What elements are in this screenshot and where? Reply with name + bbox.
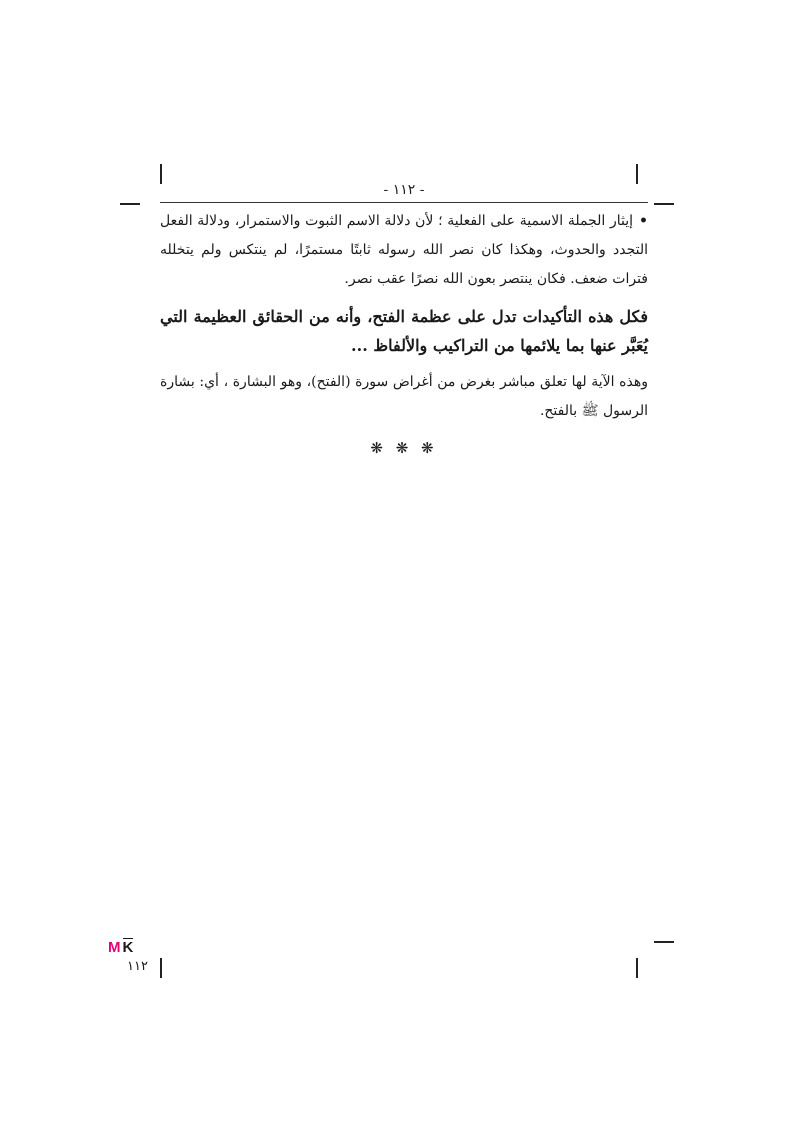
crop-mark-bottom-right	[636, 958, 638, 978]
section-separator: ❋ ❋ ❋	[370, 439, 438, 457]
paragraph-3: وهذه الآية لها تعلق مباشر بغرض من أغراض سورة (الفتح)، وهو البشارة ، أي: بشارة الرسول ﷺ بالفتح.	[160, 374, 648, 419]
page-header	[160, 180, 648, 203]
paragraph-2: فكل هذه التأكيدات تدل على عظمة الفتح، وأنه من الحقائق العظيمة التي يُعَبَّر عنها بما يلائمها من التراكيب والألفاظ ...	[160, 307, 648, 355]
paragraph-1	[160, 207, 648, 294]
printer-mark	[108, 940, 133, 956]
crop-mark-right-upper	[654, 203, 674, 205]
crop-mark-left-upper	[120, 203, 140, 205]
paragraph-1-text: إيثار الجملة الاسمية على الفعلية ؛ لأن دلالة الاسم الثبوت والاستمرار، ودلالة الفعل التجدد والحدوث، وهكذا كان نصر الله رسوله ثابتًا مستمرًا، لم ينتكس ولم يتخلله فترات ضعف. فكان ينتصر بعون الله نصرًا عقب نصر.	[160, 213, 648, 287]
crop-mark-bottom-left	[160, 958, 162, 978]
printer-mark-m: M	[108, 939, 121, 956]
footer-page-number: ١١٢	[127, 958, 148, 973]
printer-mark-k: K	[122, 939, 134, 956]
bullet-icon: •	[639, 213, 648, 229]
page-number: - ١١٢ -	[383, 182, 425, 198]
crop-mark-right-lower	[654, 941, 674, 943]
page-content	[160, 207, 648, 463]
